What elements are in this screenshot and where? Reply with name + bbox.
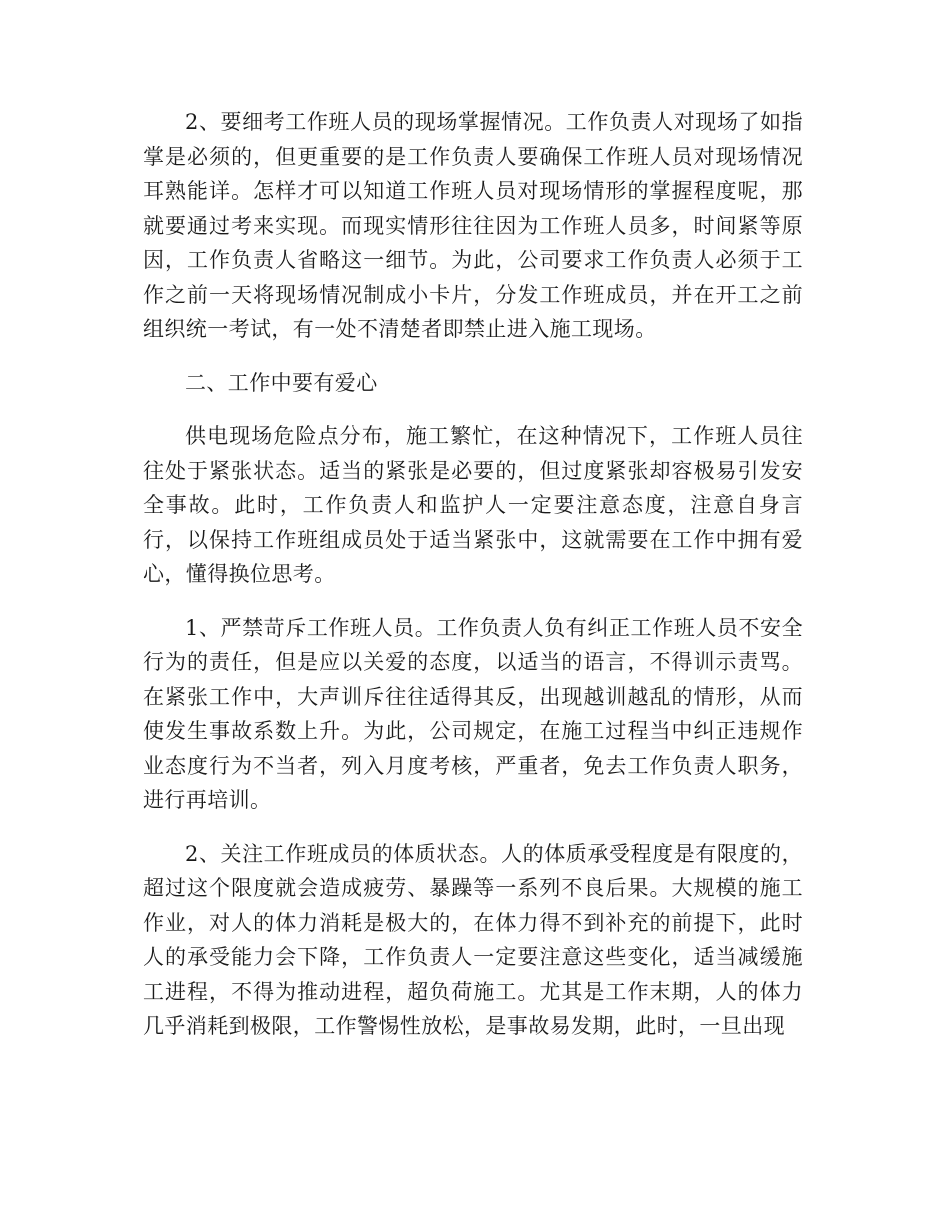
paragraph-site-tension: 供电现场危险点分布，施工繁忙，在这种情况下，工作班人员往往处于紧张状态。适当的紧张是必要的，但过度紧张却容极易引发安全事故。此时，工作负责人和监护人一定要注意态度，注意自身言行，以保持工作班组成员处于适当紧张中，这就需要在工作中拥有爱心，懂得换位思考。 [143,424,803,586]
paragraph-physical-condition: 2、关注工作班成员的体质状态。人的体质承受程度是有限度的，超过这个限度就会造成疲劳、暴躁等一系列不良后果。大规模的施工作业，对人的体力消耗是极大的，在体力得不到补充的前提下，此时人的承受能力会下降，工作负责人一定要注意这些变化，适当减缓施工进程，不得为推动进程，超负荷施工。尤其是工作末期，人的体力几乎消耗到极限，工作警惕性放松，是事故易发期，此时，一旦出现 [143,841,803,1038]
paragraph-no-scolding: 1、严禁苛斥工作班人员。工作负责人负有纠正工作班人员不安全行为的责任，但是应以关爱的态度，以适当的语言，不得训示责骂。在紧张工作中，大声训斥往往适得其反，出现越训越乱的情形，从而使发生事故系数上升。为此，公司规定，在施工过程当中纠正违规作业态度行为不当者，列入月度考核，严重者，免去工作负责人职务，进行再培训。 [143,615,803,812]
document-page [143,105,803,1063]
paragraph-crew-site-knowledge: 2、要细考工作班人员的现场掌握情况。工作负责人对现场了如指掌是必须的，但更重要的是工作负责人要确保工作班人员对现场情况耳熟能详。怎样才可以知道工作班人员对现场情形的掌握程度呢，那就要通过考来实现。而现实情形往往因为工作班人员多，时间紧等原因，工作负责人省略这一细节。为此，公司要求工作负责人必须于工作之前一天将现场情况制成小卡片，分发工作班成员，并在开工之前组织统一考试，有一处不清楚者即禁止进入施工现场。 [143,110,803,341]
section-heading-care: 二、工作中要有爱心 [185,370,378,395]
